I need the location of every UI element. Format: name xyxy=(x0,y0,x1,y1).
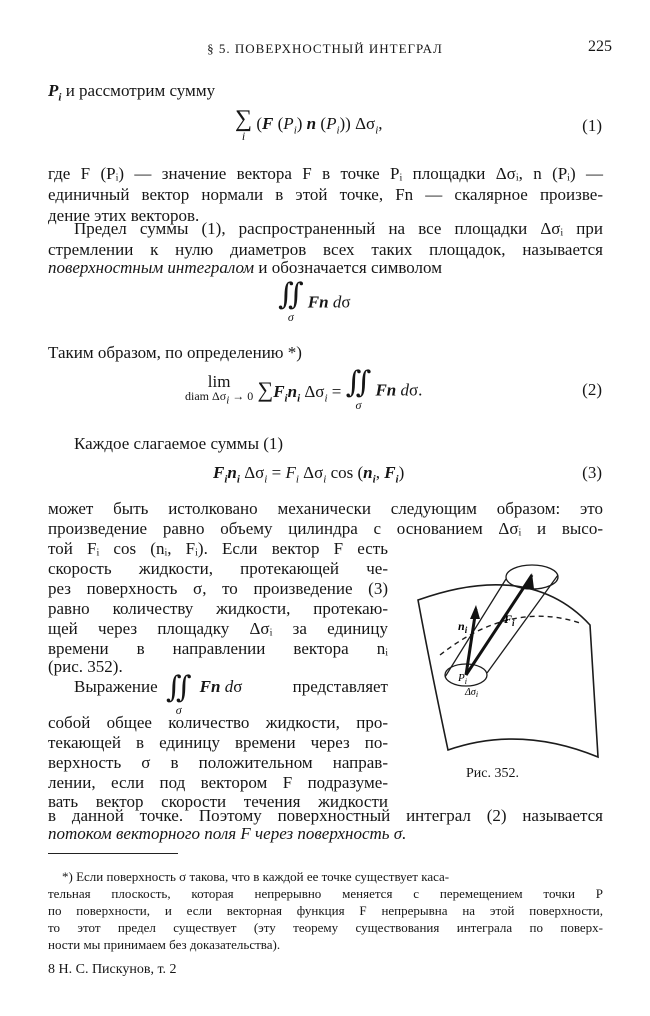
paragraph-line: в данной точке. Поэтому поверхностный интеграл (2) называется xyxy=(48,806,603,825)
footnote-line: тельная плоскость, которая непрерывно меняется с перемещением точки P xyxy=(48,886,603,901)
paragraph-line: верхность σ в положительном направ- xyxy=(48,753,388,772)
paragraph-line xyxy=(48,257,603,278)
equation-number: (3) xyxy=(582,463,602,482)
paragraph-line: может быть истолковано механически следующим образом: это xyxy=(48,499,603,518)
paragraph-line: где F (Pᵢ) — значение вектора F в точке Pᵢ площадки Δσᵢ, n (Pᵢ) — xyxy=(48,164,603,183)
text: и обозначается символом xyxy=(258,258,442,277)
paragraph-line: Выражение ∬ σ Fn dσ представляет xyxy=(74,671,388,717)
footnote-line: *) Если поверхность σ такова, что в каждой ее точке существует каса- xyxy=(62,869,450,884)
paragraph-line: произведение равно объему цилиндра с основанием Δσᵢ и высо- xyxy=(48,519,603,538)
footnote-rule xyxy=(48,853,178,854)
paragraph-line: Таким образом, по определению *) xyxy=(48,343,302,362)
figure-352 xyxy=(400,545,605,770)
equation-1: ∑ i (F $(P_i)$ n $(P_i)$) $\Delta\sigma_i$, xyxy=(235,106,383,143)
paragraph-line: щей через площадку Δσᵢ за единицу xyxy=(48,619,388,638)
arrow-heads xyxy=(470,573,534,619)
paragraph-line xyxy=(48,80,603,108)
paragraph-line: равно количеству жидкости, протекаю- xyxy=(48,599,388,618)
label-P-i: $P_i$ xyxy=(458,672,467,686)
paragraph-line: единичный вектор нормали в этой точке, Fn — скалярное произве- xyxy=(48,185,603,204)
page-number: 225 xyxy=(588,38,612,55)
paragraph-line: потоком векторного поля F через поверхность σ. xyxy=(48,824,407,843)
paragraph-line: стремлении к нулю диаметров всех таких площадок, называется xyxy=(48,240,603,259)
paragraph-line: дение этих векторов. xyxy=(48,206,200,225)
paragraph-line: рез поверхность σ, то произведение (3) xyxy=(48,579,388,598)
paragraph-line: (рис. 352). xyxy=(48,657,123,676)
paragraph-line: Каждое слагаемое суммы (1) xyxy=(74,434,284,453)
integral-symbol-display: ∬ σ Fn dσ xyxy=(278,278,351,324)
footnote-line: ности мы принимаем без доказательства). xyxy=(48,937,281,952)
equation-3: $F_in_i$ $\Delta\sigma_i = F_i$ $\Delta\sigma_i$ $\cos (n_i$, $F_i$) xyxy=(213,463,405,486)
paragraph-line: вать вектор скорости течения жидкости xyxy=(48,792,388,811)
running-header: § 5. ПОВЕРХНОСТНЫЙ ИНТЕГРАЛ xyxy=(207,41,443,56)
label-F-i: $F_i$ xyxy=(504,612,515,628)
label-n-i: $n_i$ xyxy=(458,619,468,635)
equation-2: lim diam $\Delta\sigma_i \to 0$ $\sum F_in_i$ $\Delta\sigma_i$ = ∬ σ Fn dσ. xyxy=(185,366,423,412)
paragraph-line: текающей в единицу времени через по- xyxy=(48,733,388,752)
equation-number: (1) xyxy=(582,116,602,135)
label-delta-sigma: $\Delta\sigma_i$ xyxy=(465,687,479,699)
equation-number: (2) xyxy=(582,380,602,399)
paragraph-line: собой общее количество жидкости, про- xyxy=(48,713,388,732)
term-surface-integral: поверхностным интегралом xyxy=(48,258,255,277)
text: представляет xyxy=(292,677,388,696)
paragraph-line: лении, если под вектором F подразуме- xyxy=(48,773,388,792)
symbol-P-i: $P_i$ xyxy=(48,81,62,104)
footnote-line: то этот предел существует (эту теорему существования интеграла по поверх- xyxy=(48,920,603,935)
paragraph-line: скорость жидкости, протекающей че- xyxy=(48,559,388,578)
footnote-line: по поверхности, и если векторная функция F непрерывна на этой поверхности, xyxy=(48,903,603,918)
printer-signature: 8 Н. С. Пискунов, т. 2 xyxy=(48,962,177,977)
text: Выражение xyxy=(74,677,158,696)
paragraph-line: времени в направлении вектора nᵢ xyxy=(48,639,388,658)
paragraph-line: той Fᵢ cos (nᵢ, Fᵢ). Если вектор F есть xyxy=(48,539,388,558)
paragraph-line: Предел суммы (1), распространенный на все площадки Δσᵢ при xyxy=(74,219,603,238)
text: и рассмотрим сумму xyxy=(65,81,216,100)
figure-caption: Рис. 352. xyxy=(466,766,519,781)
